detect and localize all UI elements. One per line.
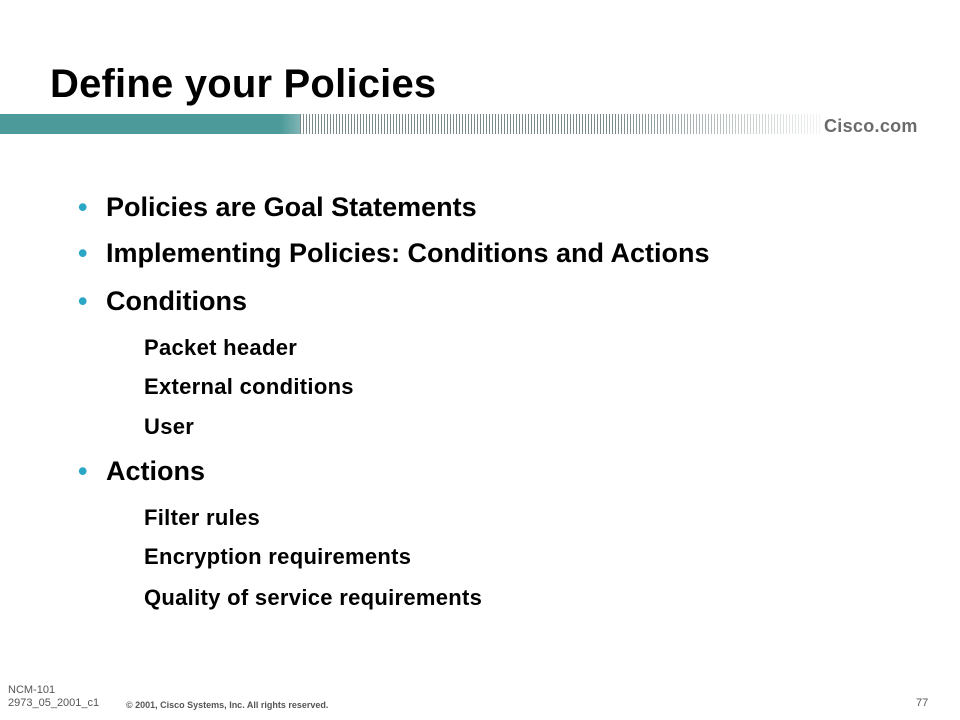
bullet-dot: • [78, 286, 88, 316]
footer-copyright: © 2001, Cisco Systems, Inc. All rights reserved. [126, 700, 329, 710]
bullet-dot: • [78, 238, 88, 268]
sub-item: Quality of service requirements [144, 585, 483, 610]
header-rule-bar [0, 114, 960, 134]
bullet-item [78, 286, 247, 317]
bullet-text: Policies are Goal Statements [106, 192, 477, 222]
footer-course-code: NCM-101 [8, 684, 56, 696]
bullet-item [78, 238, 710, 269]
sub-item: Packet header [144, 335, 298, 360]
page-title: Define your Policies [50, 62, 437, 106]
header-rule-stripes [300, 114, 820, 134]
page-number: 77 [916, 697, 929, 709]
brand-logo: Cisco.com [824, 116, 918, 136]
bullet-dot: • [78, 192, 88, 222]
bullet-text: Conditions [106, 286, 247, 316]
bullet-item [78, 192, 477, 223]
bullet-dot: • [78, 456, 88, 486]
bullet-text: Implementing Policies: Conditions and Actions [106, 238, 710, 268]
header-rule-solid [0, 114, 300, 134]
sub-item: External conditions [144, 374, 354, 399]
sub-item: Filter rules [144, 505, 261, 530]
bullet-item [78, 456, 205, 487]
sub-item: Encryption requirements [144, 544, 412, 569]
footer-slide-code: 2973_05_2001_c1 [8, 697, 100, 709]
bullet-text: Actions [106, 456, 206, 486]
sub-item: User [144, 414, 195, 439]
